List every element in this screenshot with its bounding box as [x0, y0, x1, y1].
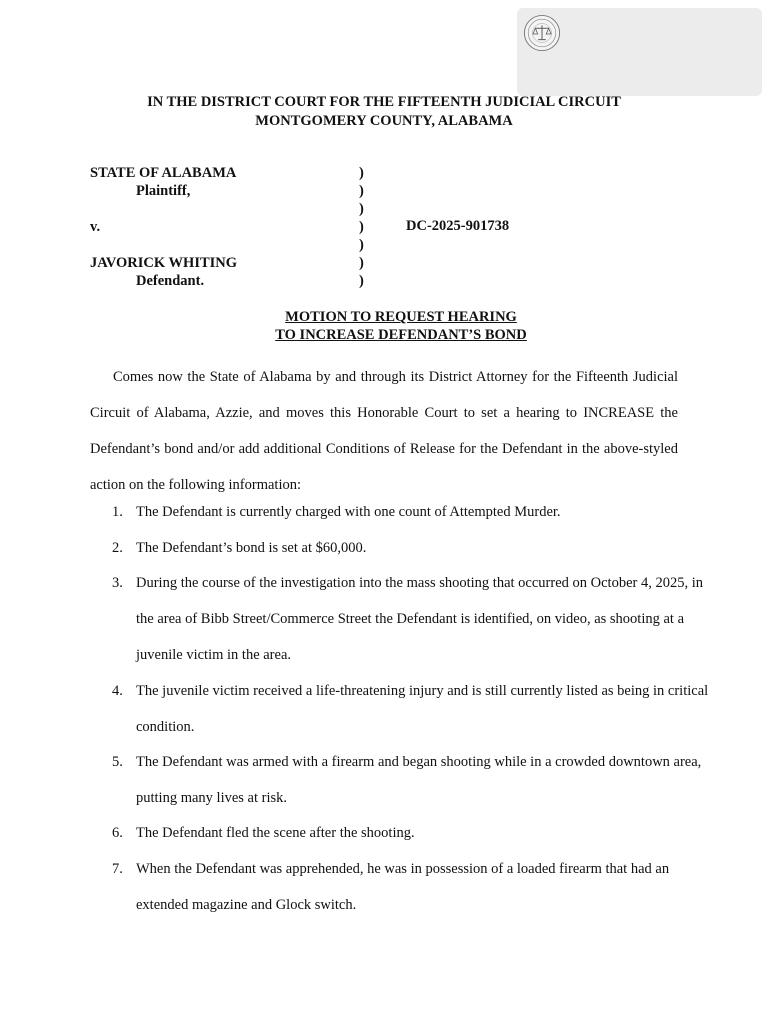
plaintiff-role: Plaintiff, — [136, 183, 191, 199]
defendant-name: JAVORICK WHITING — [90, 255, 238, 271]
court-county-line: MONTGOMERY COUNTY, ALABAMA — [255, 113, 513, 129]
motion-title-line-2: TO INCREASE DEFENDANT’S BOND — [275, 327, 527, 343]
defendant-role: Defendant. — [136, 273, 205, 289]
caption-paren: ) — [359, 219, 364, 235]
list-item-number: 6. — [112, 825, 123, 841]
list-item-text: During the course of the investigation into the mass shooting that occurred on October 4, 2025, in the area of Bibb Street/Commerce Street the Defendant is identified, on video, as shooting at a juvenile victim in the area. — [136, 575, 703, 663]
list-item-number: 5. — [112, 754, 123, 770]
motion-title-line-1: MOTION TO REQUEST HEARING — [285, 309, 517, 325]
list-item-text: The Defendant is currently charged with one count of Attempted Murder. — [136, 504, 561, 520]
court-name-line-1: IN THE DISTRICT COURT FOR THE FIFTEENTH JUDICIAL CIRCUIT — [147, 94, 621, 110]
court-seal-icon — [523, 14, 561, 52]
caption-paren: ) — [359, 273, 364, 289]
caption-paren: ) — [359, 183, 364, 199]
list-item-text: The Defendant’s bond is set at $60,000. — [136, 540, 367, 556]
list-item-text: The Defendant fled the scene after the shooting. — [136, 825, 415, 841]
list-item-number: 1. — [112, 504, 123, 520]
list-item-text: When the Defendant was apprehended, he was in possession of a loaded firearm that had an extended magazine and Glock switch. — [136, 861, 670, 913]
caption-paren: ) — [359, 165, 364, 181]
caption-paren: ) — [359, 201, 364, 217]
list-item-number: 3. — [112, 575, 123, 591]
list-item-text: The juvenile victim received a life-threatening injury and is still currently listed as being in critical condition. — [136, 683, 709, 735]
list-item-number: 7. — [112, 861, 123, 877]
list-item-text: The Defendant was armed with a firearm and began shooting while in a crowded downtown area, putting many lives at risk. — [136, 754, 702, 806]
plaintiff-name: STATE OF ALABAMA — [90, 165, 237, 181]
filing-stamp — [517, 8, 762, 96]
caption-paren: ) — [359, 237, 364, 253]
list-item-number: 4. — [112, 683, 123, 699]
case-number: DC-2025-901738 — [406, 218, 510, 234]
versus-label: v. — [90, 219, 101, 235]
body-paragraph: Comes now the State of Alabama by and through its District Attorney for the Fifteenth Judicial Circuit of Alabama, Azzie, and moves this Honorable Court to set a hearing to INCREASE the Defendant’s bond and/or add additional Conditions of Release for the Defendant in the above-styled action on the following information: — [90, 369, 678, 493]
caption-paren: ) — [359, 255, 364, 271]
list-item-number: 2. — [112, 540, 123, 556]
